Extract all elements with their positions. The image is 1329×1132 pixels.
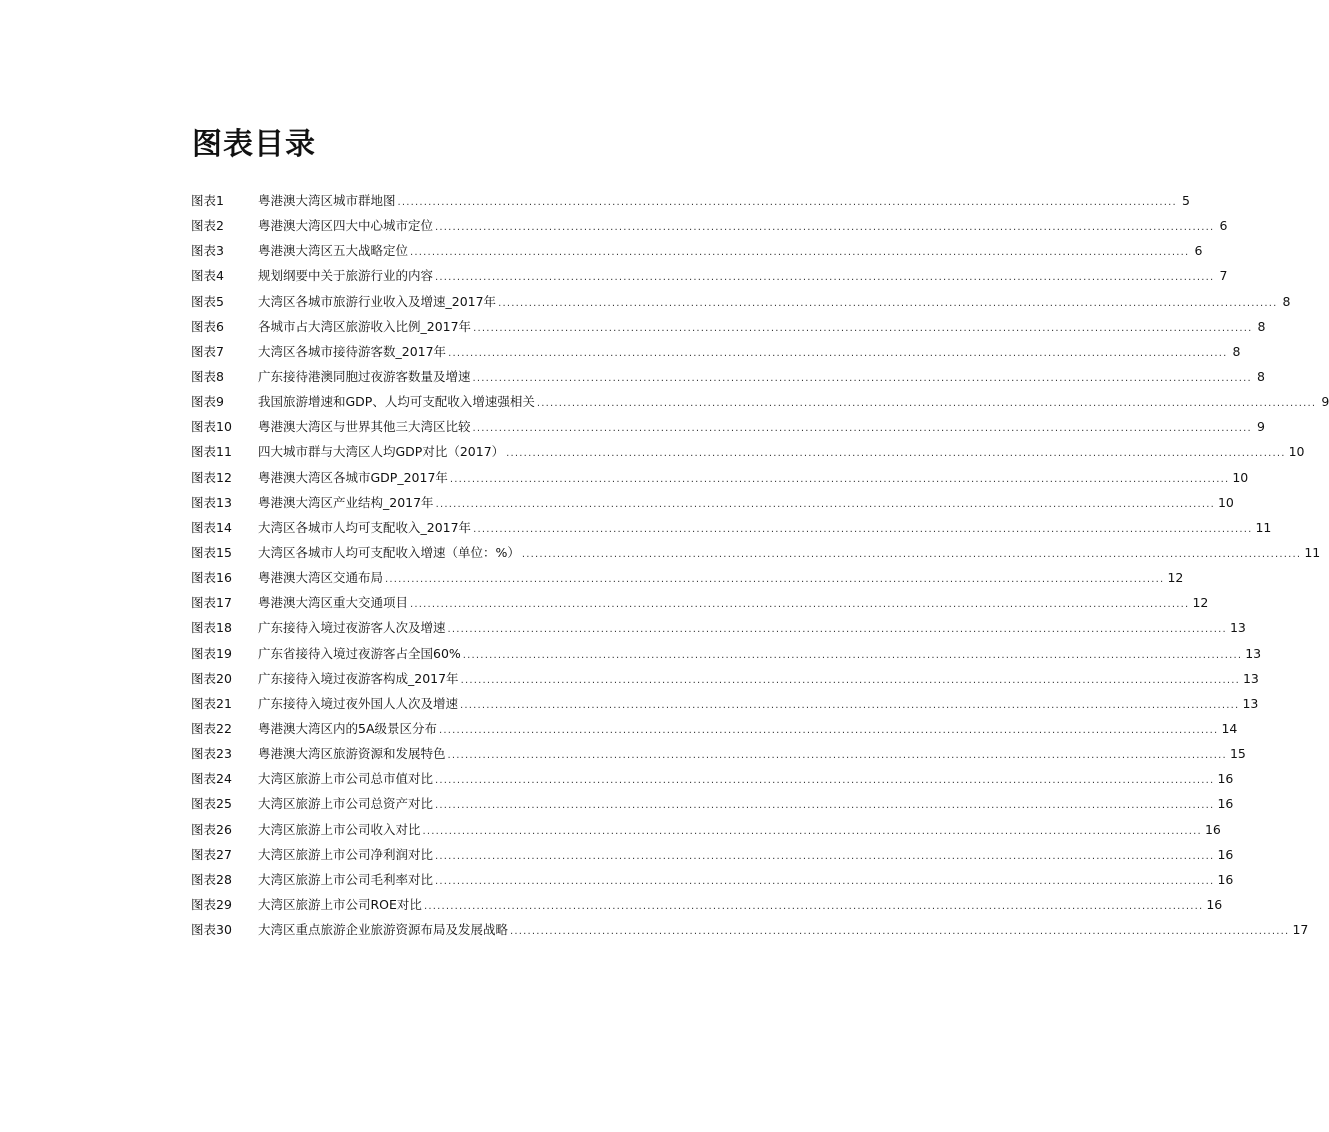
toc-entry[interactable] xyxy=(191,238,1203,263)
toc-entry-label: 图表20 xyxy=(191,670,232,686)
toc-entry-page: 7 xyxy=(1219,268,1228,284)
toc-entry-page: 16 xyxy=(1217,796,1234,812)
toc-entry-page: 6 xyxy=(1194,243,1203,259)
toc-entry-label: 图表21 xyxy=(191,695,232,711)
toc-entry-page: 9 xyxy=(1321,394,1329,410)
toc-dot-leader xyxy=(436,492,1215,517)
toc-entry-title: 粤港澳大湾区内的5A级景区分布 xyxy=(258,720,438,736)
toc-entry[interactable] xyxy=(191,867,1234,892)
toc-entry-label: 图表28 xyxy=(191,871,232,887)
toc-entry-page: 13 xyxy=(1229,620,1246,636)
toc-entry-page: 16 xyxy=(1217,846,1234,862)
toc-entry-title: 广东接待入境过夜外国人人次及增速 xyxy=(258,695,459,711)
figure-list xyxy=(191,188,1329,942)
toc-entry-page: 10 xyxy=(1232,469,1249,485)
toc-entry-label: 图表16 xyxy=(191,570,232,586)
toc-dot-leader xyxy=(506,441,1285,466)
toc-entry-title: 大湾区各城市旅游行业收入及增速_2017年 xyxy=(258,293,497,309)
toc-dot-leader xyxy=(398,190,1177,215)
toc-entry-title: 粤港澳大湾区重大交通项目 xyxy=(258,595,409,611)
toc-entry-title: 大湾区各城市人均可支配收入增速（单位：%） xyxy=(258,544,520,560)
toc-entry[interactable] xyxy=(191,339,1241,364)
toc-dot-leader xyxy=(522,542,1301,567)
toc-entry[interactable] xyxy=(191,540,1321,565)
toc-entry-label: 图表13 xyxy=(191,494,232,510)
toc-entry[interactable] xyxy=(191,590,1209,615)
toc-entry-title: 大湾区旅游上市公司总资产对比 xyxy=(258,796,434,812)
toc-entry-page: 16 xyxy=(1217,771,1234,787)
toc-dot-leader xyxy=(463,643,1242,668)
toc-entry-title: 广东接待港澳同胞过夜游客数量及增速 xyxy=(258,368,471,384)
toc-entry-label: 图表26 xyxy=(191,821,232,837)
toc-entry[interactable] xyxy=(191,892,1223,917)
toc-entry-page: 8 xyxy=(1232,343,1241,359)
toc-entry[interactable] xyxy=(191,439,1305,464)
toc-entry[interactable] xyxy=(191,641,1262,666)
toc-entry[interactable] xyxy=(191,188,1190,213)
toc-entry-title: 粤港澳大湾区交通布局 xyxy=(258,570,384,586)
toc-entry-title: 大湾区各城市人均可支配收入_2017年 xyxy=(258,519,472,535)
toc-entry-page: 12 xyxy=(1167,570,1184,586)
toc-entry-label: 图表6 xyxy=(191,318,224,334)
toc-entry-page: 15 xyxy=(1229,746,1246,762)
toc-entry-page: 12 xyxy=(1192,595,1209,611)
toc-entry-page: 5 xyxy=(1181,193,1190,208)
toc-entry-label: 图表5 xyxy=(191,293,224,309)
toc-entry-title: 广东接待入境过夜游客构成_2017年 xyxy=(258,670,459,686)
toc-entry-page: 8 xyxy=(1256,368,1265,384)
toc-entry[interactable] xyxy=(191,213,1228,238)
toc-entry-title: 四大城市群与大湾区人均GDP对比（2017） xyxy=(258,444,505,460)
toc-entry-page: 8 xyxy=(1282,293,1291,309)
toc-entry[interactable] xyxy=(191,263,1228,288)
toc-entry-label: 图表10 xyxy=(191,419,232,435)
toc-entry-title: 大湾区旅游上市公司收入对比 xyxy=(258,821,421,837)
toc-entry-label: 图表23 xyxy=(191,746,232,762)
toc-entry-label: 图表19 xyxy=(191,645,232,661)
toc-dot-leader xyxy=(448,617,1227,642)
toc-dot-leader xyxy=(537,391,1316,416)
toc-entry-page: 16 xyxy=(1217,871,1234,887)
toc-entry[interactable] xyxy=(191,691,1259,716)
toc-dot-leader xyxy=(450,467,1229,492)
toc-entry[interactable] xyxy=(191,465,1249,490)
toc-entry-title: 大湾区旅游上市公司总市值对比 xyxy=(258,771,434,787)
toc-entry-page: 11 xyxy=(1304,544,1321,560)
toc-entry-title: 粤港澳大湾区产业结构_2017年 xyxy=(258,494,434,510)
toc-entry-label: 图表4 xyxy=(191,268,224,284)
toc-entry-label: 图表8 xyxy=(191,368,224,384)
toc-entry-label: 图表2 xyxy=(191,218,224,234)
toc-entry-label: 图表30 xyxy=(191,922,232,938)
toc-entry[interactable] xyxy=(191,289,1291,314)
toc-entry[interactable] xyxy=(191,364,1265,389)
toc-entry-title: 大湾区旅游上市公司净利润对比 xyxy=(258,846,434,862)
toc-entry[interactable] xyxy=(191,490,1234,515)
toc-entry-page: 16 xyxy=(1204,821,1221,837)
toc-entry-label: 图表1 xyxy=(191,193,224,208)
toc-dot-leader xyxy=(435,844,1214,869)
toc-entry-label: 图表18 xyxy=(191,620,232,636)
toc-entry[interactable] xyxy=(191,615,1246,640)
toc-dot-leader xyxy=(435,265,1214,290)
toc-dot-leader xyxy=(473,416,1252,441)
toc-entry[interactable] xyxy=(191,766,1234,791)
toc-entry-title: 大湾区旅游上市公司毛利率对比 xyxy=(258,871,434,887)
toc-entry-title: 大湾区重点旅游企业旅游资源布局及发展战略 xyxy=(258,922,509,938)
toc-dot-leader xyxy=(439,718,1218,743)
toc-entry-label: 图表14 xyxy=(191,519,232,535)
toc-entry-title: 粤港澳大湾区城市群地图 xyxy=(258,193,396,208)
toc-dot-leader xyxy=(435,793,1214,818)
toc-entry-label: 图表17 xyxy=(191,595,232,611)
toc-entry-label: 图表7 xyxy=(191,343,224,359)
toc-entry-title: 粤港澳大湾区旅游资源和发展特色 xyxy=(258,746,446,762)
toc-entry[interactable] xyxy=(191,716,1238,741)
toc-entry-label: 图表15 xyxy=(191,544,232,560)
toc-entry[interactable] xyxy=(191,817,1221,842)
toc-entry-title: 大湾区旅游上市公司ROE对比 xyxy=(258,896,422,912)
toc-entry-label: 图表11 xyxy=(191,444,232,460)
toc-dot-leader xyxy=(435,215,1214,240)
toc-entry-title: 各城市占大湾区旅游收入比例_2017年 xyxy=(258,318,472,334)
toc-dot-leader xyxy=(473,517,1252,542)
toc-entry-page: 10 xyxy=(1288,444,1305,460)
toc-entry-title: 广东省接待入境过夜游客占全国60% xyxy=(258,645,461,661)
toc-dot-leader xyxy=(510,919,1289,944)
toc-entry-page: 13 xyxy=(1242,670,1259,686)
toc-dot-leader xyxy=(424,894,1203,919)
page-title: 图表目录 xyxy=(192,127,316,162)
toc-entry-label: 图表29 xyxy=(191,896,232,912)
toc-entry-page: 14 xyxy=(1221,720,1238,736)
toc-entry-page: 13 xyxy=(1242,695,1259,711)
toc-entry-page: 10 xyxy=(1217,494,1234,510)
toc-entry-label: 图表25 xyxy=(191,796,232,812)
toc-entry-label: 图表9 xyxy=(191,394,224,410)
toc-entry-title: 广东接待入境过夜游客人次及增速 xyxy=(258,620,446,636)
toc-entry[interactable] xyxy=(191,791,1234,816)
toc-entry-page: 8 xyxy=(1257,318,1266,334)
toc-entry[interactable] xyxy=(191,314,1266,339)
toc-entry-title: 我国旅游增速和GDP、人均可支配收入增速强相关 xyxy=(258,394,535,410)
toc-entry-title: 粤港澳大湾区五大战略定位 xyxy=(258,243,409,259)
toc-entry[interactable] xyxy=(191,565,1184,590)
toc-entry-label: 图表27 xyxy=(191,846,232,862)
toc-entry[interactable] xyxy=(191,414,1265,439)
toc-entry[interactable] xyxy=(191,917,1309,942)
toc-entry-label: 图表22 xyxy=(191,720,232,736)
toc-entry[interactable] xyxy=(191,741,1246,766)
toc-entry-page: 11 xyxy=(1255,519,1272,535)
toc-entry-title: 粤港澳大湾区各城市GDP_2017年 xyxy=(258,469,448,485)
toc-entry-page: 13 xyxy=(1245,645,1262,661)
toc-entry-title: 规划纲要中关于旅游行业的内容 xyxy=(258,268,434,284)
toc-dot-leader xyxy=(410,592,1189,617)
toc-dot-leader xyxy=(435,768,1214,793)
toc-dot-leader xyxy=(435,869,1214,894)
toc-entry[interactable] xyxy=(191,515,1272,540)
toc-dot-leader xyxy=(473,366,1252,391)
toc-entry-title: 大湾区各城市接待游客数_2017年 xyxy=(258,343,447,359)
toc-entry[interactable] xyxy=(191,666,1259,691)
toc-dot-leader xyxy=(410,240,1189,265)
toc-dot-leader xyxy=(423,819,1202,844)
toc-dot-leader xyxy=(461,668,1240,693)
toc-entry-title: 粤港澳大湾区与世界其他三大湾区比较 xyxy=(258,419,471,435)
toc-dot-leader xyxy=(448,341,1227,366)
toc-dot-leader xyxy=(448,743,1227,768)
toc-entry[interactable] xyxy=(191,389,1329,414)
toc-entry-label: 图表24 xyxy=(191,771,232,787)
toc-entry-page: 9 xyxy=(1256,419,1265,435)
toc-entry-label: 图表3 xyxy=(191,243,224,259)
toc-entry-title: 粤港澳大湾区四大中心城市定位 xyxy=(258,218,434,234)
toc-dot-leader xyxy=(460,693,1239,718)
toc-entry-page: 17 xyxy=(1292,922,1309,938)
toc-entry-page: 6 xyxy=(1219,218,1228,234)
toc-entry-label: 图表12 xyxy=(191,469,232,485)
toc-dot-leader xyxy=(498,291,1277,316)
toc-entry-page: 16 xyxy=(1206,896,1223,912)
toc-dot-leader xyxy=(385,567,1164,592)
toc-entry[interactable] xyxy=(191,842,1234,867)
toc-dot-leader xyxy=(473,316,1252,341)
